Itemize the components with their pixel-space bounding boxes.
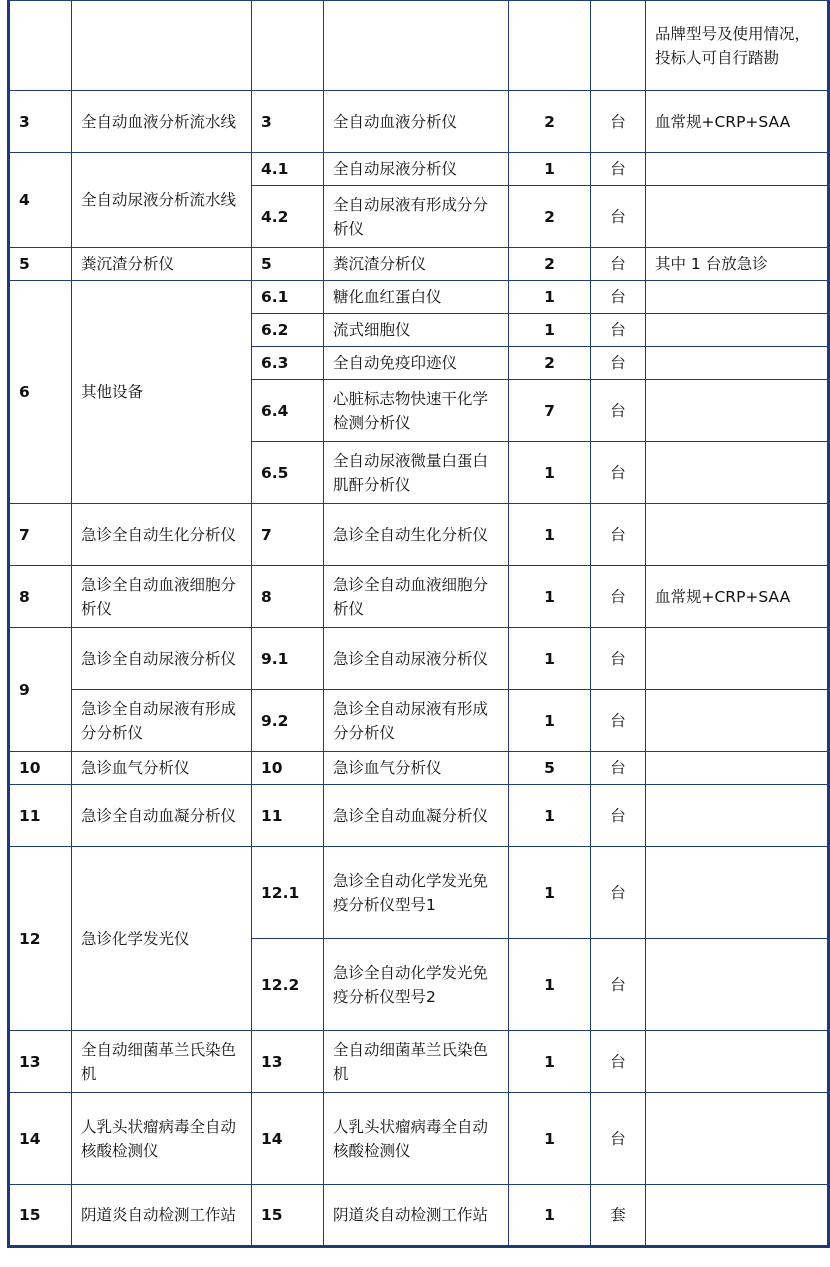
cell-group: 阴道炎自动检测工作站	[72, 1185, 252, 1247]
cell-name: 急诊全自动血凝分析仪	[324, 785, 509, 847]
cell-qty: 1	[509, 442, 591, 504]
cell-sub-no: 15	[252, 1185, 324, 1247]
cell-unit: 台	[591, 939, 646, 1031]
cell-name: 心脏标志物快速干化学检测分析仪	[324, 380, 509, 442]
cell-note	[646, 939, 829, 1031]
cell-sub-no: 6.4	[252, 380, 324, 442]
cell-unit: 台	[591, 566, 646, 628]
cell-unit: 台	[591, 248, 646, 281]
table-row	[9, 1185, 829, 1247]
cell-unit: 台	[591, 314, 646, 347]
cell-unit: 台	[591, 186, 646, 248]
cell-no: 13	[9, 1031, 72, 1093]
cell-no: 10	[9, 752, 72, 785]
cell-qty: 1	[509, 785, 591, 847]
cell-note	[646, 1031, 829, 1093]
cell-unit: 台	[591, 752, 646, 785]
cell-unit: 台	[591, 847, 646, 939]
cell-sub-no: 6.3	[252, 347, 324, 380]
cell-sub-no	[252, 0, 324, 91]
cell-name: 全自动尿液分析仪	[324, 153, 509, 186]
cell-no: 3	[9, 91, 72, 153]
cell-qty: 1	[509, 1185, 591, 1247]
cell-name: 急诊全自动血液细胞分析仪	[324, 566, 509, 628]
cell-group: 急诊全自动尿液有形成分分析仪	[72, 690, 252, 752]
cell-name: 流式细胞仪	[324, 314, 509, 347]
cell-qty: 2	[509, 248, 591, 281]
cell-sub-no: 8	[252, 566, 324, 628]
table-row	[9, 0, 829, 91]
cell-qty: 2	[509, 186, 591, 248]
cell-name: 全自动免疫印迹仪	[324, 347, 509, 380]
cell-qty: 1	[509, 566, 591, 628]
table-row	[9, 153, 829, 186]
cell-unit: 台	[591, 1093, 646, 1185]
cell-sub-no: 12.1	[252, 847, 324, 939]
cell-name: 全自动细菌革兰氏染色机	[324, 1031, 509, 1093]
cell-unit	[591, 0, 646, 91]
cell-sub-no: 6.1	[252, 281, 324, 314]
cell-unit: 台	[591, 153, 646, 186]
equipment-table	[7, 0, 830, 1248]
cell-name: 急诊全自动化学发光免疫分析仪型号1	[324, 847, 509, 939]
cell-qty: 1	[509, 939, 591, 1031]
cell-sub-no: 4.2	[252, 186, 324, 248]
cell-note: 其中 1 台放急诊	[646, 248, 829, 281]
cell-unit: 套	[591, 1185, 646, 1247]
cell-no: 7	[9, 504, 72, 566]
cell-note	[646, 153, 829, 186]
cell-unit: 台	[591, 347, 646, 380]
cell-group: 全自动尿液分析流水线	[72, 153, 252, 248]
cell-no: 9	[9, 628, 72, 752]
cell-unit: 台	[591, 628, 646, 690]
cell-note	[646, 1185, 829, 1247]
cell-group: 急诊全自动血液细胞分析仪	[72, 566, 252, 628]
table-row	[9, 91, 829, 153]
cell-name: 全自动尿液微量白蛋白肌酐分析仪	[324, 442, 509, 504]
cell-no: 14	[9, 1093, 72, 1185]
cell-qty: 1	[509, 314, 591, 347]
table-row	[9, 690, 829, 752]
cell-group: 全自动血液分析流水线	[72, 91, 252, 153]
cell-note	[646, 380, 829, 442]
cell-sub-no: 7	[252, 504, 324, 566]
cell-name: 急诊全自动尿液有形成分分析仪	[324, 690, 509, 752]
cell-sub-no: 9.2	[252, 690, 324, 752]
cell-unit: 台	[591, 504, 646, 566]
cell-no: 15	[9, 1185, 72, 1247]
cell-note	[646, 752, 829, 785]
cell-qty: 1	[509, 281, 591, 314]
cell-name: 全自动血液分析仪	[324, 91, 509, 153]
cell-note	[646, 785, 829, 847]
cell-group: 人乳头状瘤病毒全自动核酸检测仪	[72, 1093, 252, 1185]
cell-note	[646, 186, 829, 248]
cell-qty: 1	[509, 1093, 591, 1185]
table-row	[9, 628, 829, 690]
cell-sub-no: 6.5	[252, 442, 324, 504]
cell-qty: 2	[509, 91, 591, 153]
table-row	[9, 1031, 829, 1093]
cell-group: 其他设备	[72, 281, 252, 504]
cell-group: 粪沉渣分析仪	[72, 248, 252, 281]
cell-name: 急诊血气分析仪	[324, 752, 509, 785]
cell-group: 全自动细菌革兰氏染色机	[72, 1031, 252, 1093]
cell-sub-no: 14	[252, 1093, 324, 1185]
cell-note: 品牌型号及使用情况，投标人可自行踏勘	[646, 0, 829, 91]
cell-unit: 台	[591, 1031, 646, 1093]
cell-note	[646, 628, 829, 690]
cell-name: 人乳头状瘤病毒全自动核酸检测仪	[324, 1093, 509, 1185]
cell-qty: 1	[509, 504, 591, 566]
cell-group: 急诊全自动生化分析仪	[72, 504, 252, 566]
table-row	[9, 847, 829, 939]
cell-note	[646, 1093, 829, 1185]
cell-name: 粪沉渣分析仪	[324, 248, 509, 281]
cell-sub-no: 10	[252, 752, 324, 785]
cell-sub-no: 6.2	[252, 314, 324, 347]
cell-group: 急诊全自动血凝分析仪	[72, 785, 252, 847]
cell-note: 血常规+CRP+SAA	[646, 566, 829, 628]
cell-no: 8	[9, 566, 72, 628]
cell-name	[324, 0, 509, 91]
cell-qty: 1	[509, 628, 591, 690]
cell-sub-no: 9.1	[252, 628, 324, 690]
cell-name: 糖化血红蛋白仪	[324, 281, 509, 314]
cell-note	[646, 690, 829, 752]
table-row	[9, 281, 829, 314]
cell-qty: 1	[509, 153, 591, 186]
table-row	[9, 566, 829, 628]
cell-qty	[509, 0, 591, 91]
cell-group	[72, 0, 252, 91]
cell-qty: 1	[509, 1031, 591, 1093]
cell-name: 急诊全自动尿液分析仪	[324, 628, 509, 690]
cell-qty: 1	[509, 847, 591, 939]
cell-unit: 台	[591, 91, 646, 153]
cell-note: 血常规+CRP+SAA	[646, 91, 829, 153]
cell-unit: 台	[591, 380, 646, 442]
table-row	[9, 752, 829, 785]
cell-no	[9, 0, 72, 91]
cell-no: 11	[9, 785, 72, 847]
cell-no: 6	[9, 281, 72, 504]
cell-qty: 1	[509, 690, 591, 752]
table-row	[9, 785, 829, 847]
cell-name: 急诊全自动生化分析仪	[324, 504, 509, 566]
cell-sub-no: 5	[252, 248, 324, 281]
cell-sub-no: 13	[252, 1031, 324, 1093]
cell-note	[646, 314, 829, 347]
cell-no: 4	[9, 153, 72, 248]
table-row	[9, 504, 829, 566]
cell-sub-no: 3	[252, 91, 324, 153]
cell-no: 12	[9, 847, 72, 1031]
cell-sub-no: 4.1	[252, 153, 324, 186]
cell-unit: 台	[591, 690, 646, 752]
cell-note	[646, 442, 829, 504]
cell-sub-no: 11	[252, 785, 324, 847]
cell-qty: 5	[509, 752, 591, 785]
cell-group: 急诊化学发光仪	[72, 847, 252, 1031]
cell-group: 急诊血气分析仪	[72, 752, 252, 785]
table-row	[9, 248, 829, 281]
cell-name: 全自动尿液有形成分分析仪	[324, 186, 509, 248]
cell-unit: 台	[591, 442, 646, 504]
table-row	[9, 1093, 829, 1185]
cell-note	[646, 281, 829, 314]
cell-note	[646, 504, 829, 566]
cell-name: 阴道炎自动检测工作站	[324, 1185, 509, 1247]
cell-unit: 台	[591, 281, 646, 314]
cell-name: 急诊全自动化学发光免疫分析仪型号2	[324, 939, 509, 1031]
cell-sub-no: 12.2	[252, 939, 324, 1031]
cell-unit: 台	[591, 785, 646, 847]
cell-qty: 7	[509, 380, 591, 442]
cell-note	[646, 347, 829, 380]
cell-group: 急诊全自动尿液分析仪	[72, 628, 252, 690]
cell-qty: 2	[509, 347, 591, 380]
cell-note	[646, 847, 829, 939]
cell-no: 5	[9, 248, 72, 281]
